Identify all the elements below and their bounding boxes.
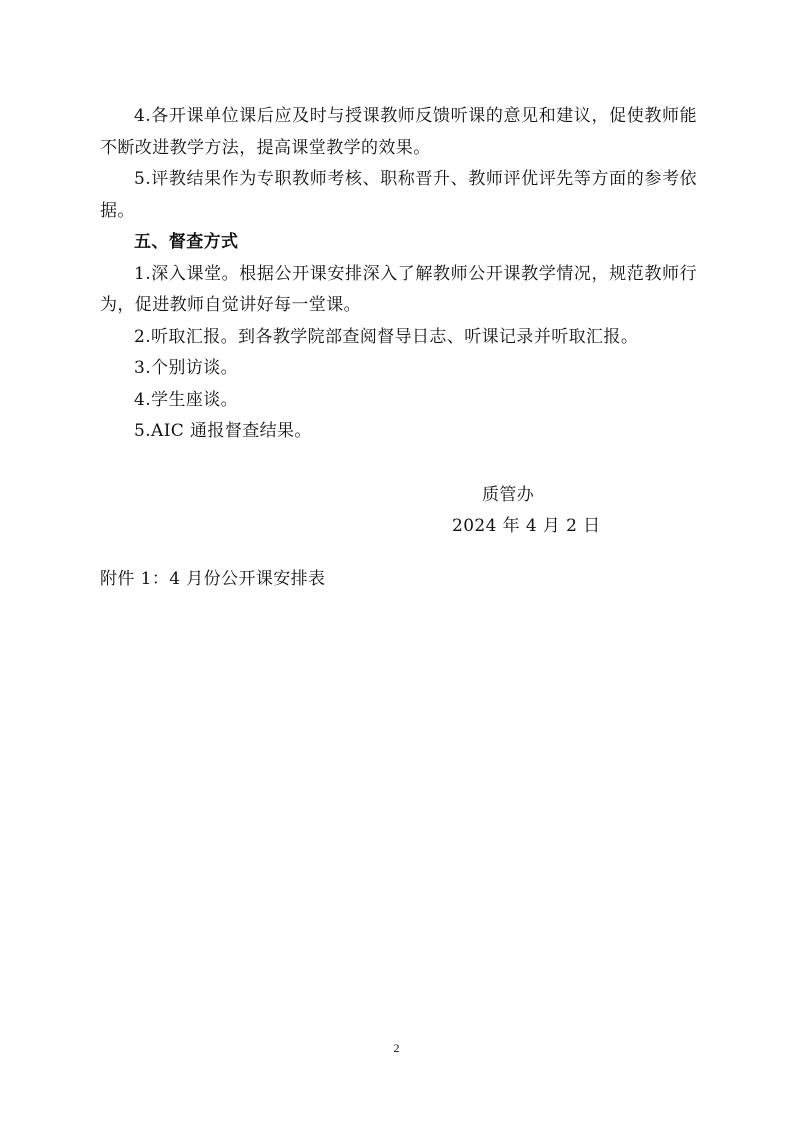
attachment-note: 附件 1：4 月份公开课安排表 (100, 569, 326, 589)
section-item-2: 2.听取汇报。到各教学院部查阅督导日志、听课记录并听取汇报。 (134, 326, 639, 347)
paragraph-5: 5.评教结果作为专职教师考核、职称晋升、教师评优评先等方面的参考依据。 (100, 169, 697, 221)
document-body (100, 101, 697, 448)
paragraph-4: 4.各开课单位课后应及时与授课教师反馈听课的意见和建议，促使教师能不断改进教学方法，提高课堂教学的效果。 (100, 106, 697, 158)
page-number: 2 (393, 1041, 400, 1055)
signature-org: 质管办 (482, 485, 535, 505)
section-item-4: 4.学生座谈。 (134, 389, 239, 410)
section-item-1: 1.深入课堂。根据公开课安排深入了解教师公开课教学情况，规范教师行为，促进教师自觉讲好每一堂课。 (100, 263, 697, 315)
section-item-5: 5.AIC 通报督查结果。 (134, 421, 312, 441)
section-heading: 五、督查方式 (134, 232, 239, 252)
signature-date: 2024 年 4 月 2 日 (452, 516, 601, 536)
section-item-3: 3.个别访谈。 (134, 358, 239, 378)
